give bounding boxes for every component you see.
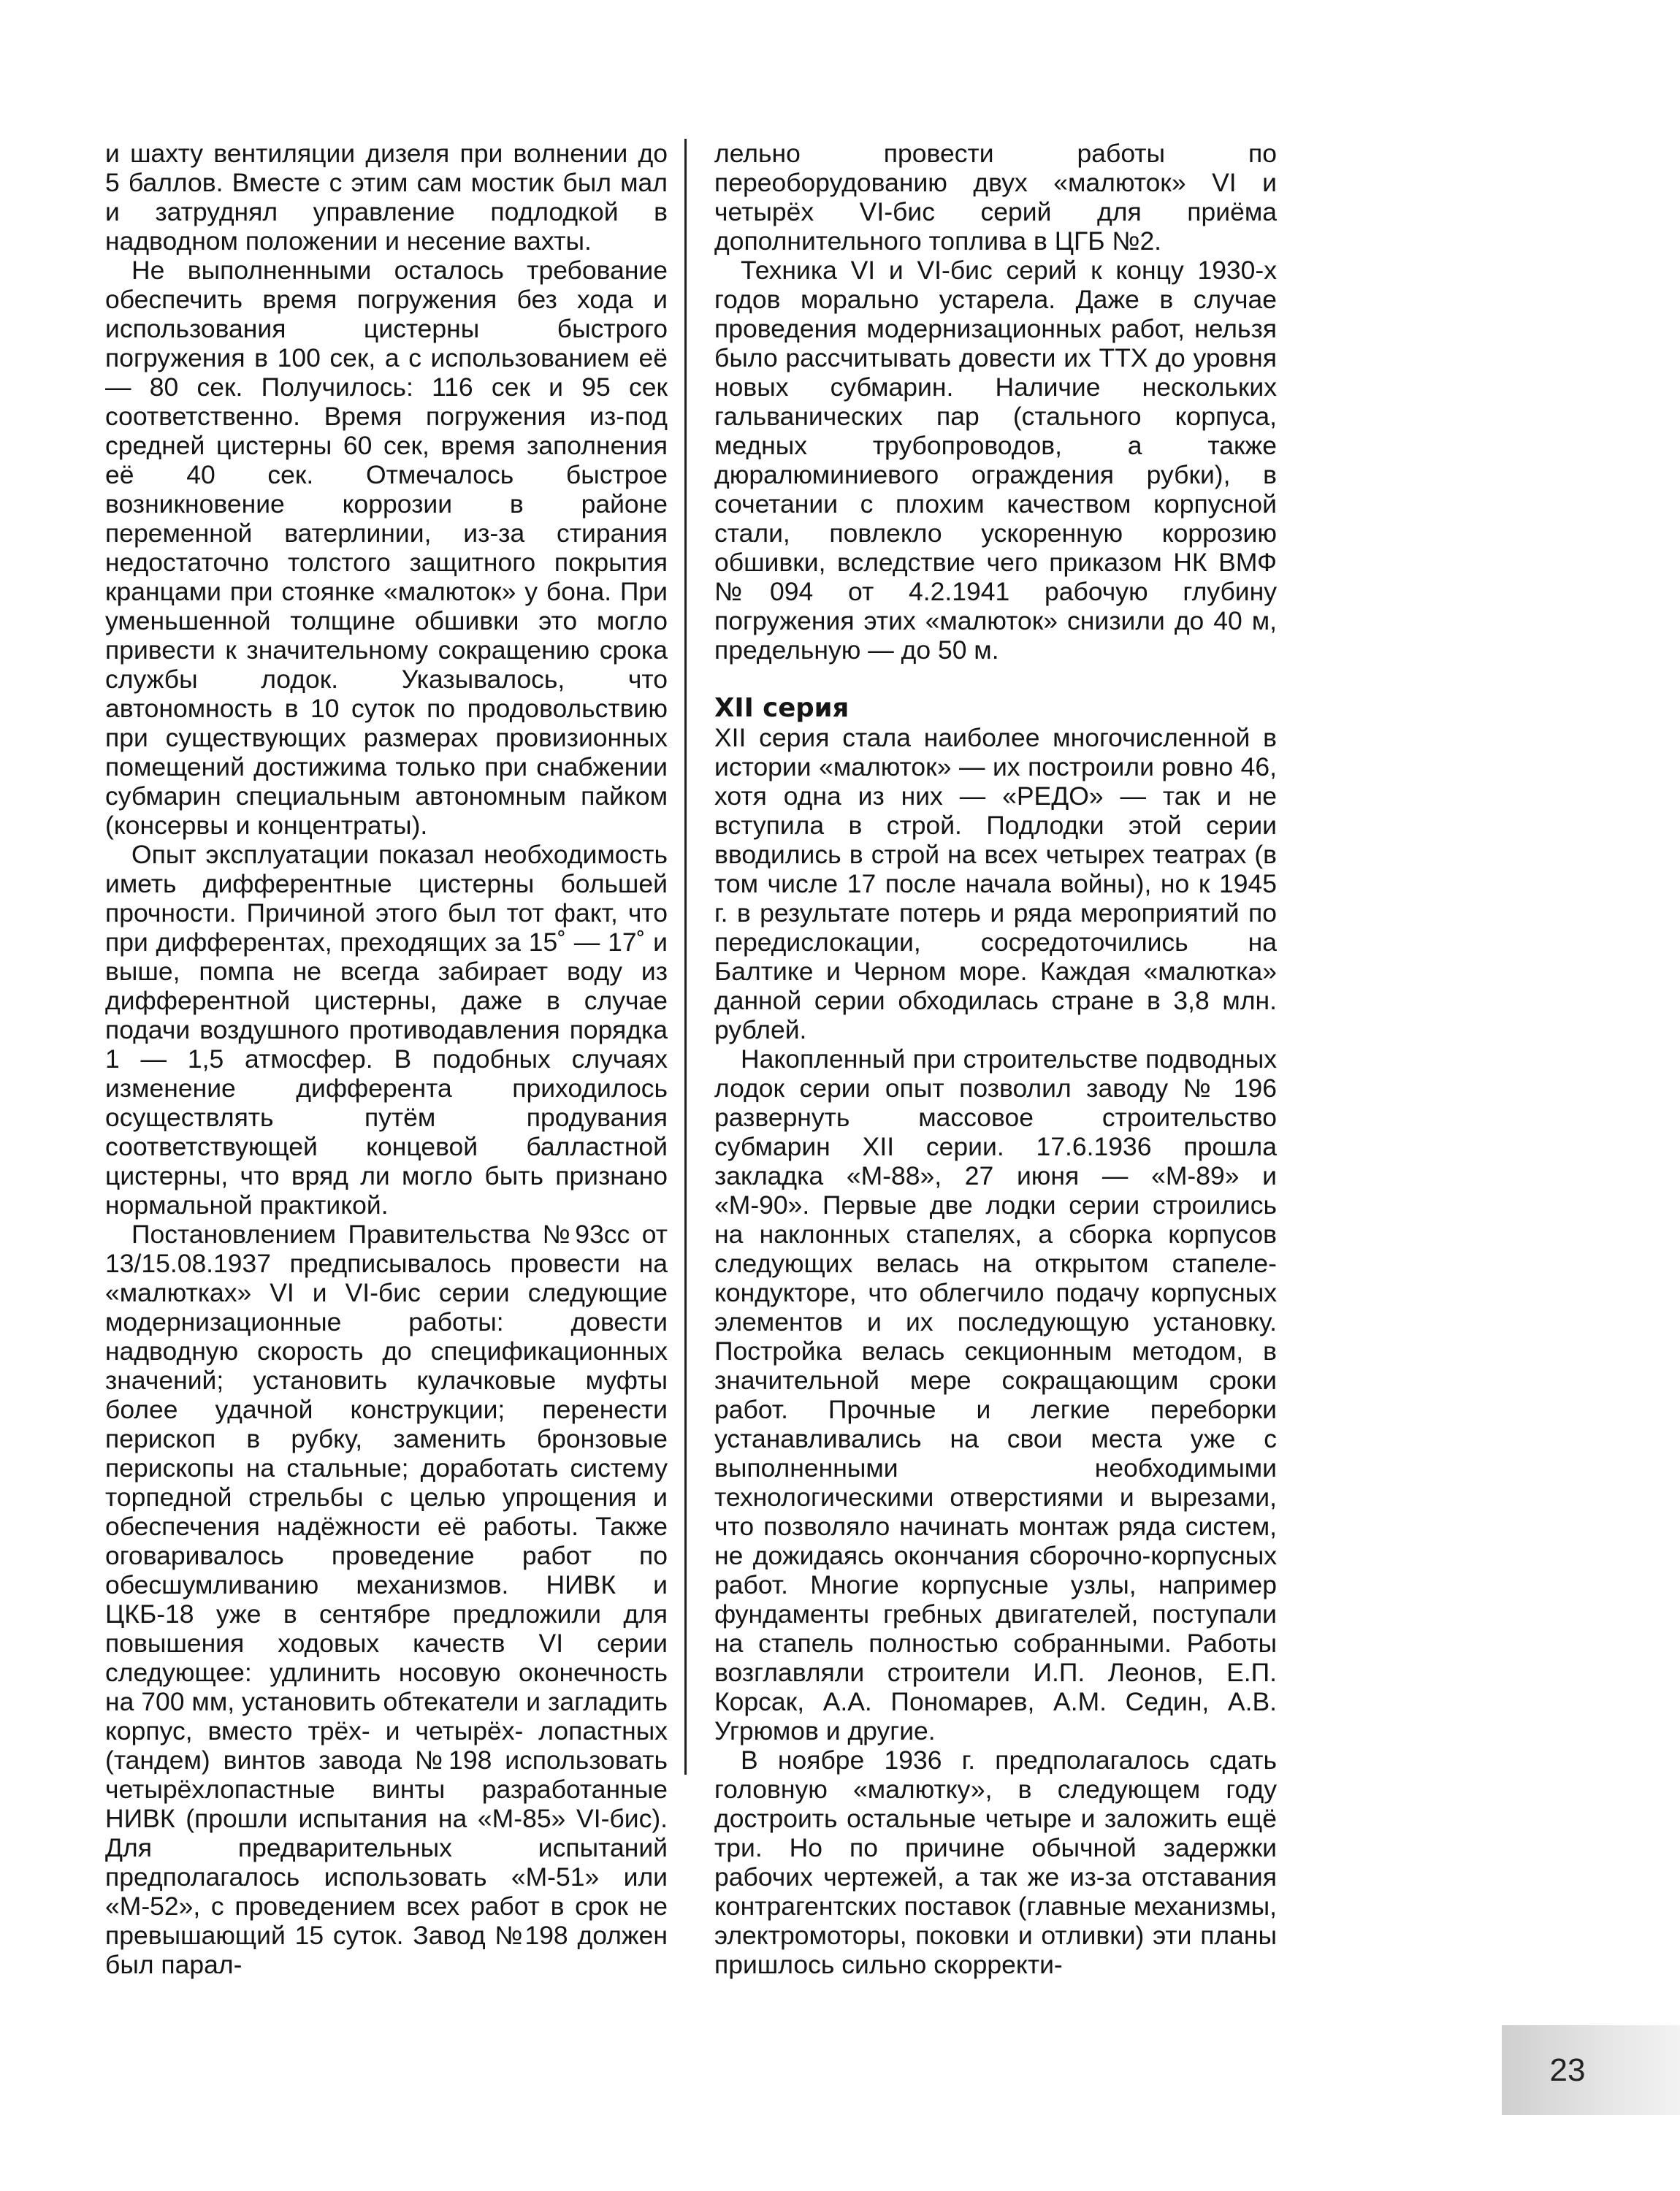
page-number: 23 [1549, 2052, 1586, 2088]
paragraph: XII серия стала наиболее многочисленной в истории «малюток» — их построили ровно 46, хотя одна из них — «РЕДО» — так и не вступила в строй. Подлодки этой серии вводились в строй на всех четырех театрах (в том числе 17 после начала войны), но к 1945 г. в результате потерь и ряда мероприятий по передислокации, сосредоточились на Балтике и Черном море. Каждая «малютка» данной серии обходилась стране в 3,8 млн. рублей. [714, 723, 1277, 1044]
column-divider [684, 139, 687, 1775]
paragraph: В ноябре 1936 г. предполагалось сдать головную «малютку», в следующем году достроить остальные четыре и заложить ещё три. Но по причине обычной задержки рабочих чертежей, а так же из-за отставания контрагентских поставок (главные механизмы, электромоторы, поковки и отливки) эти планы пришлось сильно скорректи- [714, 1745, 1277, 1979]
section-heading: XII серия [714, 693, 849, 723]
paragraph: лельно провести работы по переоборудованию двух «малюток» VI и четырёх VI-бис серий для приёма дополнительного топлива в ЦГБ №2. [714, 139, 1277, 256]
paragraph: Постановлением Правительства №93сс от 13/15.08.1937 предписывалось провести на «малютках» VI и VI-бис серии следующие модернизационные работы: довести надводную скорость до спецификационных значений; установить кулачковые муфты более удачной конструкции; перенести перископ в рубку, заменить бронзовые перископы на стальные; доработать систему торпедной стрельбы с целью упрощения и обеспечения надёжности её работы. Также оговаривалось проведение работ по обесшумливанию механизмов. НИВК и ЦКБ-18 уже в сентябре предложили для повышения ходовых качеств VI серии следующее: удлинить носовую оконечность на 700 мм, установить обтекатели и загладить корпус, вместо трёх- и четырёх- лопастных (тандем) винтов завода №198 использовать четырёхлопастные винты разработанные НИВК (прошли испытания на «М-85» VI-бис). Для предварительных испытаний предполагалось использовать «М-51» или «М-52», с проведением всех работ в срок не превышающий 15 суток. Завод №198 должен был парал- [105, 1220, 668, 1979]
page-number-box [1502, 2025, 1680, 2115]
paragraph: и шахту вентиляции дизеля при волнении до 5 баллов. Вместе с этим сам мостик был мал и затруднял управление подлодкой в надводном положении и несение вахты. [105, 139, 668, 256]
right-column [714, 139, 1277, 1979]
paragraph: Накопленный при строительстве подводных лодок серии опыт позволил заводу № 196 развернуть массовое строительство субмарин XII серии. 17.6.1936 прошла закладка «М-88», 27 июня — «М-89» и «М-90». Первые две лодки серии строились на наклонных стапелях, а сборка корпусов следующих велась на открытом стапеле-кондукторе, что облегчило подачу корпусных элементов и их последующую установку. Постройка велась секционным методом, в значительной мере сокращающим сроки работ. Прочные и легкие переборки устанавливались на свои места уже с выполненными необходимыми технологическими отверстиями и вырезами, что позволяло начинать монтаж ряда систем, не дожидаясь окончания сборочно-корпусных работ. Многие корпусные узлы, например фундаменты гребных двигателей, поступали на стапель полностью собранными. Работы возглавляли строители И.П. Леонов, Е.П. Корсак, А.А. Пономарев, А.М. Седин, А.В. Угрюмов и другие. [714, 1044, 1277, 1745]
paragraph: Техника VI и VI-бис серий к концу 1930-х годов морально устарела. Даже в случае проведения модернизационных работ, нельзя было рассчитывать довести их ТТХ до уровня новых субмарин. Наличие нескольких гальванических пар (стального корпуса, медных трубопроводов, а также дюралюминиевого ограждения рубки), в сочетании с плохим качеством корпусной стали, повлекло ускоренную коррозию обшивки, вследствие чего приказом НК ВМФ №094 от 4.2.1941 рабочую глубину погружения этих «малюток» снизили до 40 м, предельную — до 50 м. [714, 256, 1277, 665]
left-column [105, 139, 668, 1979]
paragraph: Не выполненными осталось требование обеспечить время погружения без хода и использования цистерны быстрого погружения в 100 сек, а с использованием её — 80 сек. Получилось: 116 сек и 95 сек соответственно. Время погружения из-под средней цистерны 60 сек, время заполнения её 40 сек. Отмечалось быстрое возникновение коррозии в районе переменной ватерлинии, из-за стирания недостаточно толстого защитного покрытия кранцами при стоянке «малюток» у бона. При уменьшенной толщине обшивки это могло привести к значительному сокращению срока службы лодок. Указывалось, что автономность в 10 суток по продовольствию при существующих размерах провизионных помещений достижима только при снабжении субмарин специальным автономным пайком (консервы и концентраты). [105, 256, 668, 840]
paragraph: Опыт эксплуатации показал необходимость иметь дифферентные цистерны большей прочности. Причиной этого был тот факт, что при дифферентах, преходящих за 15˚ — 17˚ и выше, помпа не всегда забирает воду из дифферентной цистерны, даже в случае подачи воздушного противодавления порядка 1 — 1,5 атмосфер. В подобных случаях изменение дифферента приходилось осуществлять путём продувания соответствующей концевой балластной цистерны, что вряд ли могло быть признано нормальной практикой. [105, 840, 668, 1220]
